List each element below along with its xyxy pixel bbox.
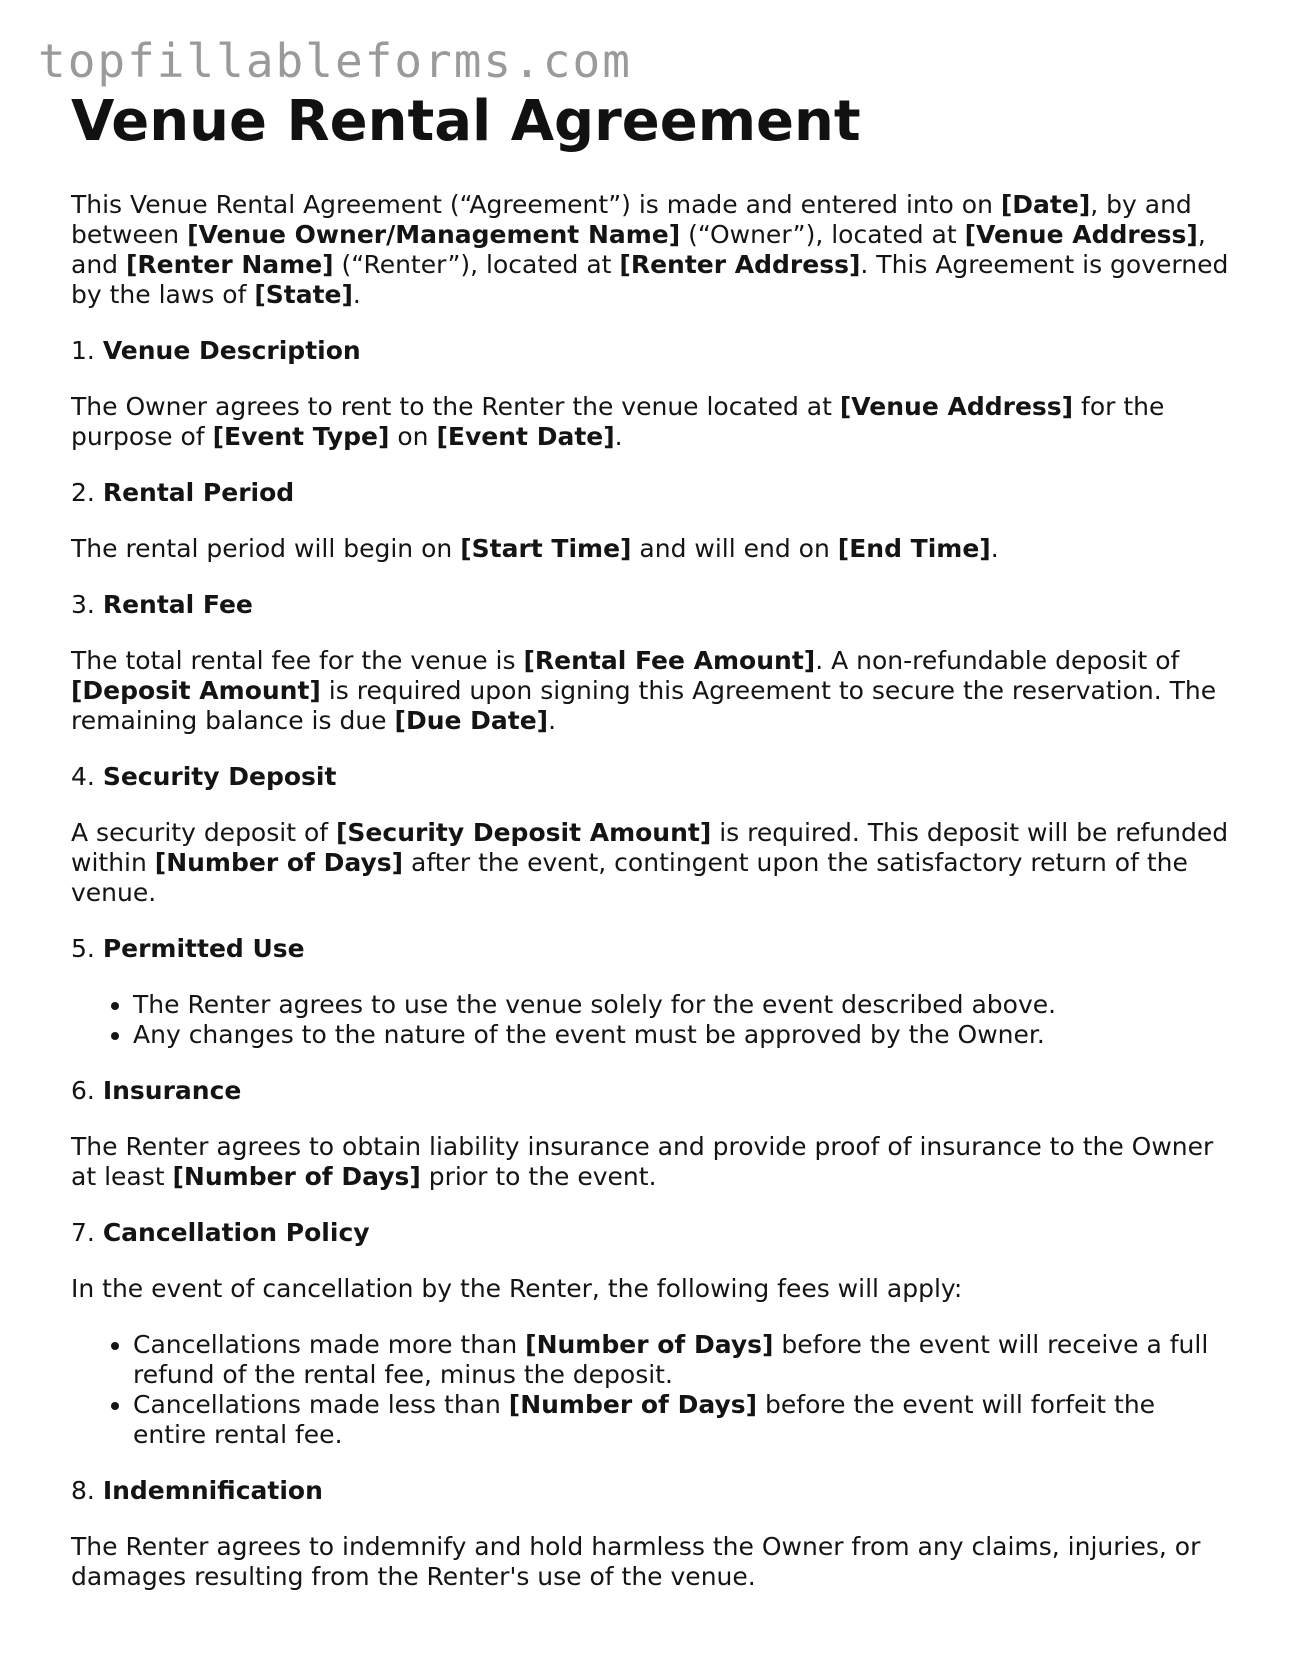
placeholder-field: [Number of Days] [508, 1390, 758, 1420]
section-title: Insurance [102, 1076, 242, 1106]
paragraph-text: is required upon signing this Agreement to secure the reservation. The remaining balance is due [71, 676, 1217, 736]
paragraph-text: on [389, 422, 437, 452]
section-heading [71, 478, 1231, 508]
paragraph-text: for the purpose of [71, 392, 1165, 452]
section-heading [71, 934, 1231, 964]
paragraph-text: prior to the event. [420, 1162, 657, 1192]
paragraph-text: . [990, 534, 999, 564]
intro-text: (“Renter”), located at [333, 250, 620, 280]
placeholder-field: [Number of Days] [154, 848, 404, 878]
section-heading [71, 1218, 1231, 1248]
section-number: 4. [71, 762, 103, 792]
section-title: Rental Fee [102, 590, 253, 620]
placeholder-field: [Rental Fee Amount] [523, 646, 816, 676]
list-item [133, 1390, 1231, 1450]
paragraph-text: after the event, contingent upon the satisfactory return of the venue. [71, 848, 1188, 908]
placeholder-field: [Event Type] [212, 422, 390, 452]
placeholder-field: [End Time] [837, 534, 991, 564]
list-item [133, 1020, 1231, 1050]
list-item [133, 1330, 1231, 1390]
placeholder-field: [Venue Address] [964, 220, 1198, 250]
section-title: Security Deposit [102, 762, 337, 792]
section-heading [71, 336, 1231, 366]
placeholder-field: [Deposit Amount] [71, 676, 321, 706]
section-paragraph [71, 1274, 1231, 1304]
section-paragraph [71, 392, 1231, 452]
section-title: Cancellation Policy [102, 1218, 370, 1248]
list-item-text: The Renter agrees to use the venue solely for the event described above. [133, 990, 1057, 1020]
intro-paragraph [71, 190, 1231, 310]
paragraph-text: and will end on [631, 534, 838, 564]
section-heading [71, 1476, 1231, 1506]
intro-text: , by and between [71, 190, 1192, 250]
document-title: Venue Rental Agreement [71, 89, 861, 154]
section-paragraph [71, 1132, 1231, 1192]
placeholder-field: [Start Time] [460, 534, 632, 564]
paragraph-text: The Renter agrees to indemnify and hold harmless the Owner from any claims, injuries, or damages resulting from the Renter's use of the venue. [71, 1532, 1201, 1592]
intro-text: This Venue Rental Agreement (“Agreement”) is made and entered into on [71, 190, 1001, 220]
paragraph-text: The Owner agrees to rent to the Renter the venue located at [71, 392, 840, 422]
intro-text: . [352, 280, 361, 310]
section-number: 5. [71, 934, 103, 964]
intro-text: , and [71, 220, 1206, 280]
placeholder-field: [Renter Address] [619, 250, 861, 280]
section-heading [71, 590, 1231, 620]
paragraph-text: The total rental fee for the venue is [71, 646, 524, 676]
watermark: topfillableforms.com [38, 34, 632, 88]
paragraph-text: is required. This deposit will be refunded within [71, 818, 1229, 878]
paragraph-text: . [614, 422, 623, 452]
section-number: 7. [71, 1218, 103, 1248]
section-number: 6. [71, 1076, 103, 1106]
section-number: 3. [71, 590, 103, 620]
list-item-text: before the event will forfeit the entire rental fee. [133, 1390, 1156, 1450]
placeholder-field: [Event Date] [436, 422, 615, 452]
section-title: Rental Period [102, 478, 295, 508]
section-paragraph [71, 646, 1231, 736]
bullet-list [71, 990, 1231, 1050]
list-item-text: Any changes to the nature of the event must be approved by the Owner. [133, 1020, 1045, 1050]
intro-text: . This Agreement is governed by the laws of [71, 250, 1229, 310]
paragraph-text: The rental period will begin on [71, 534, 461, 564]
list-item-text: Cancellations made less than [133, 1390, 509, 1420]
placeholder-field: [Number of Days] [525, 1330, 774, 1360]
placeholder-field: [Venue Address] [839, 392, 1074, 422]
list-item-text: Cancellations made more than [133, 1330, 526, 1360]
section-paragraph [71, 1532, 1231, 1592]
sections-container [71, 336, 1231, 1592]
section-paragraph [71, 818, 1231, 908]
section-heading [71, 762, 1231, 792]
paragraph-text: In the event of cancellation by the Renter, the following fees will apply: [71, 1274, 963, 1304]
section-title: Indemnification [102, 1476, 323, 1506]
paragraph-text: . A non-refundable deposit of [815, 646, 1180, 676]
section-title: Venue Description [102, 336, 361, 366]
list-item [133, 990, 1231, 1020]
section-number: 2. [71, 478, 103, 508]
paragraph-text: The Renter agrees to obtain liability insurance and provide proof of insurance to the Owner at least [71, 1132, 1214, 1192]
placeholder-field: [Venue Owner/Management Name] [187, 220, 681, 250]
list-item-text: before the event will receive a full refund of the rental fee, minus the deposit. [133, 1330, 1209, 1390]
placeholder-field: [Date] [1000, 190, 1091, 220]
placeholder-field: [Renter Name] [125, 250, 334, 280]
paragraph-text: A security deposit of [71, 818, 336, 848]
placeholder-field: [Security Deposit Amount] [336, 818, 712, 848]
document-page [71, 90, 1231, 1618]
paragraph-text: . [548, 706, 557, 736]
section-title: Permitted Use [102, 934, 305, 964]
bullet-list [71, 1330, 1231, 1450]
section-heading [71, 1076, 1231, 1106]
placeholder-field: [State] [254, 280, 353, 310]
placeholder-field: [Due Date] [394, 706, 549, 736]
intro-text: (“Owner”), located at [680, 220, 965, 250]
section-number: 8. [71, 1476, 103, 1506]
placeholder-field: [Number of Days] [172, 1162, 421, 1192]
section-paragraph [71, 534, 1231, 564]
section-number: 1. [71, 336, 103, 366]
